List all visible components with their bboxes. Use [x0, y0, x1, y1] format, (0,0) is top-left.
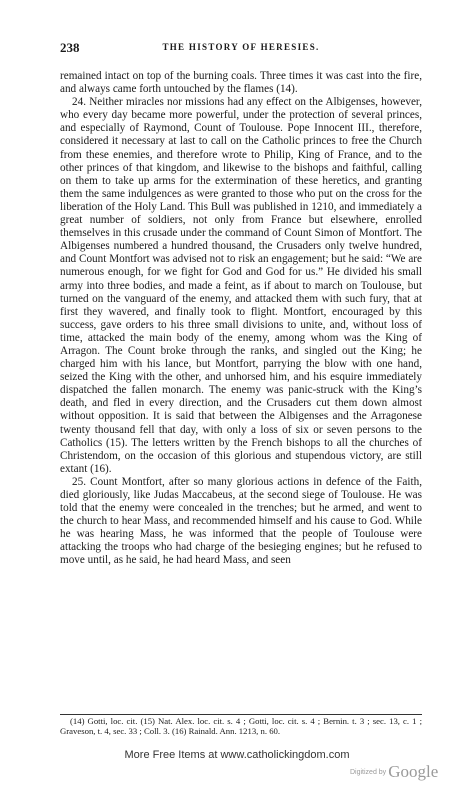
- footnote-text: (14) Gotti, loc. cit. (15) Nat. Alex. loc. cit. s. 4 ; Gotti, loc. cit. s. 4 ; Bernin. t. 3 ; sec. 13, c. 1 ; Graveson, t. 4, sec. 33 ; Coll. 3. (16) Rainald. Ann. 1213, n. 60.: [60, 716, 422, 737]
- footnotes: [60, 716, 422, 737]
- digitized-by-label: Digitized by: [350, 768, 387, 776]
- paragraph-25: 25. Count Montfort, after so many glorious actions in defence of the Faith, died gloriously, like Judas Maccabeus, at the second siege of Toulouse. He was told that the enemy were concealed in the trenches; but he armed, and went to the church to hear Mass, and recommended himself and his cause to God. While he was hearing Mass, he was informed that the people of Toulouse were attacking the troops who had charge of the besieging engines; but he refused to move until, as he said, he had heard Mass, and seen: [60, 475, 422, 567]
- digitized-by-google-mark: [350, 762, 450, 782]
- paragraph-24: 24. Neither miracles nor missions had any effect on the Albigenses, however, who every day became more powerful, under the protection of several princes, and especially of Raymond, Count of Toulouse. Pope Innocent III., therefore, considered it necessary at last to call on the Catholic princes to free the Church from these enemies, and therefore wrote to Philip, King of France, and to the other princes of that kingdom, and likewise to the bishops and faithful, calling on them to take up arms for the extermination of these heretics, and granting them the same indulgences as were granted to those who put on the cross for the liberation of the Holy Land. This Bull was published in 1210, and immediately a great number of soldiers, not only from France but elsewhere, enrolled themselves in this crusade under the command of Count Simon of Montfort. The Albigenses numbered a hundred thousand, the Crusaders only twelve hundred, and Count Montfort was advised not to risk an engagement; but he said: “We are numerous enough, for we fight for God and God for us.” He divided his small army into three bodies, and made a feint, as if about to march on Toulouse, but turned on the vanguard of the enemy, and attacked them with such fury, that at first they wavered, and finally took to flight. Montfort, encouraged by this success, gave orders to his three small divisions to unite, and, without loss of time, attacked the main body of the enemy, among whom was the King of Arragon. The Count broke through the ranks, and singled out the King; he charged him with his lance, but Montfort, parrying the blow with one hand, seized the King with the other, and unhorsed him, and his esquire immediately dispatched the fallen monarch. The enemy was panic-struck with the King’s death, and fled in every direction, and the Crusaders cut them down almost without opposition. It is said that between the Albigenses and the Arragonese twenty thousand fell that day, with only a loss of six or seven persons to the Catholics (15). The letters written by the French bishops to all the churches of Christendom, on the occasion of this glorious and stupendous victory, are still extant (16).: [60, 96, 422, 475]
- body-text: [60, 70, 422, 568]
- footnote-divider: [60, 714, 422, 715]
- watermark-link-text: More Free Items at www.catholickingdom.com: [124, 749, 350, 761]
- page-header: [60, 40, 422, 56]
- google-logo-text: Google: [388, 762, 439, 781]
- paragraph-continuation: remained intact on top of the burning coals. Three times it was cast into the fire, and always came forth untouched by the flames (14).: [60, 70, 422, 96]
- running-title: THE HISTORY OF HERESIES.: [162, 42, 320, 52]
- page-number: 238: [60, 40, 80, 55]
